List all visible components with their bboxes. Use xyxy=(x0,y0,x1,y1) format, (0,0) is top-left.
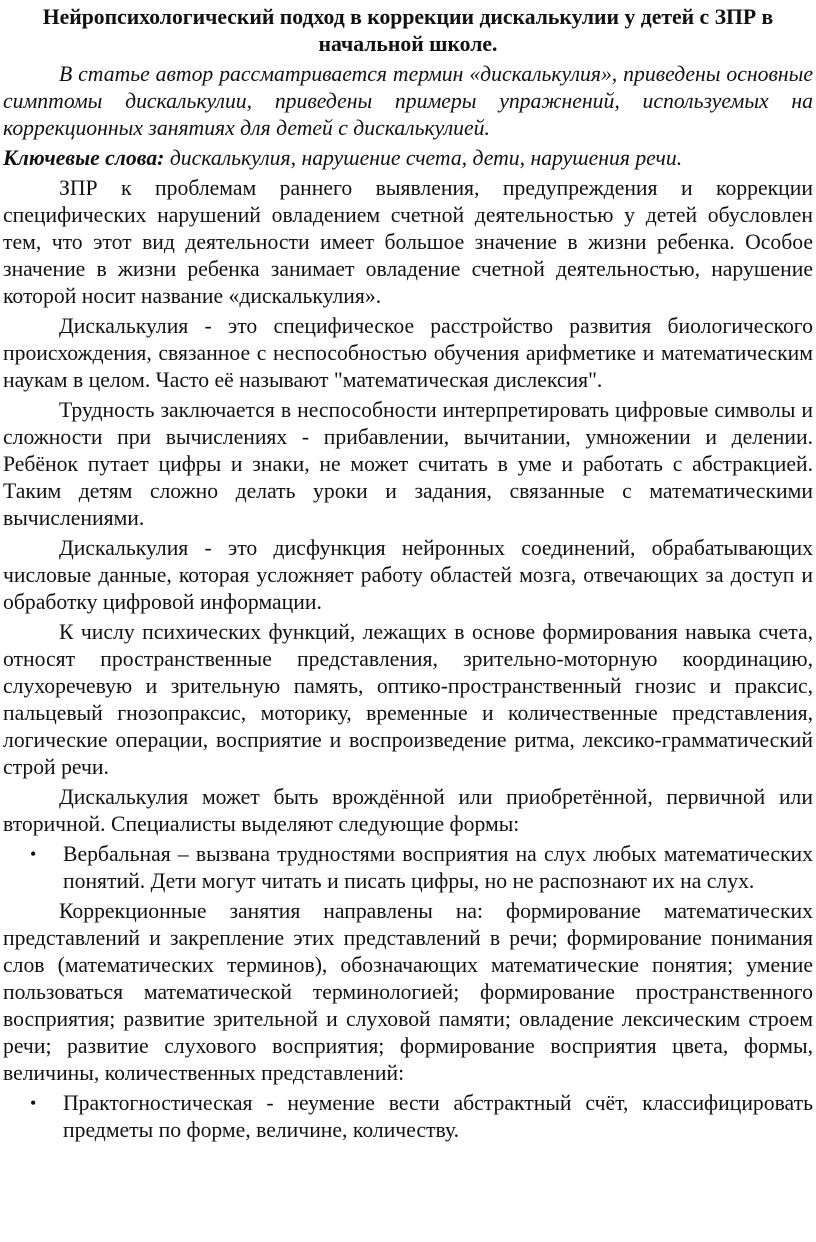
bullet-icon: • xyxy=(30,1093,37,1113)
keywords-line xyxy=(3,145,813,172)
paragraph-correction: Коррекционные занятия направлены на: формирование математических представлений и закрепление этих представлений в речи; формирование понимания слов (математических терминов), обозначающих математические понятия; умение пользоваться математической терминологией; формирование пространственного восприятия; развитие зрительной и слуховой памяти; овладение лексическим строем речи; развитие слухового восприятия; формирование восприятия цвета, формы, величины, количественных представлений: xyxy=(3,899,813,1085)
list-item xyxy=(3,1090,813,1144)
forms-list-2 xyxy=(3,1090,813,1144)
paragraph-zpr: ЗПР к проблемам раннего выявления, предупреждения и коррекции специфических нарушений овладением счетной деятельностью у детей обусловлен тем, что этот вид деятельности имеет большое значение в жизни ребенка. Особое значение в жизни ребенка занимает овладение счетной деятельностью, нарушение которой носит название «дискалькулия». xyxy=(3,176,813,308)
bullet-icon: • xyxy=(30,844,37,864)
paragraph-forms: Дискалькулия может быть врождённой или приобретённой, первичной или вторичной. Специалисты выделяют следующие формы: xyxy=(3,785,813,836)
paragraph-functions: К числу психических функций, лежащих в основе формирования навыка счета, относят пространственные представления, зрительно-моторную координацию, слухоречевую и зрительную память, оптико-пространственный гнозис и праксис, пальцевый гнозопраксис, моторику, временные и количественные представления, логические операции, восприятие и воспроизведение ритма, лексико-грамматический строй речи. xyxy=(3,620,813,779)
list-item-text: Вербальная – вызвана трудностями восприятия на слух любых математических понятий. Дети могут читать и писать цифры, но не распознают их на слух. xyxy=(63,842,813,893)
keywords-text: дискалькулия, нарушение счета, дети, нарушения речи. xyxy=(164,146,683,170)
list-item-text: Практогностическая - неумение вести абстрактный счёт, классифицировать предметы по форме, величине, количеству. xyxy=(63,1091,813,1142)
list-item xyxy=(3,841,813,895)
forms-list xyxy=(3,841,813,895)
keywords-label: Ключевые слова: xyxy=(3,146,165,170)
paragraph-dysfunction: Дискалькулия - это дисфункция нейронных соединений, обрабатывающих числовые данные, которая усложняет работу областей мозга, отвечающих за доступ и обработку цифровой информации. xyxy=(3,536,813,614)
paragraph-definition: Дискалькулия - это специфическое расстройство развития биологического происхождения, связанное с неспособностью обучения арифметике и математическим наукам в целом. Часто её называют "математическая дислексия". xyxy=(3,314,813,392)
paragraph-difficulty: Трудность заключается в неспособности интерпретировать цифровые символы и сложности при вычислениях - прибавлении, вычитании, умножении и делении. Ребёнок путает цифры и знаки, не может считать в уме и работать с абстракцией. Таким детям сложно делать уроки и задания, связанные с математическими вычислениями. xyxy=(3,398,813,530)
document-title: Нейропсихологический подход в коррекции дискалькулии у детей с ЗПР в начальной школе. xyxy=(42,5,774,56)
abstract: В статье автор рассматривается термин «дискалькулия», приведены основные симптомы дискалькулии, приведены примеры упражнений, используемых на коррекционных занятиях для детей с дискалькулией. xyxy=(3,62,813,140)
